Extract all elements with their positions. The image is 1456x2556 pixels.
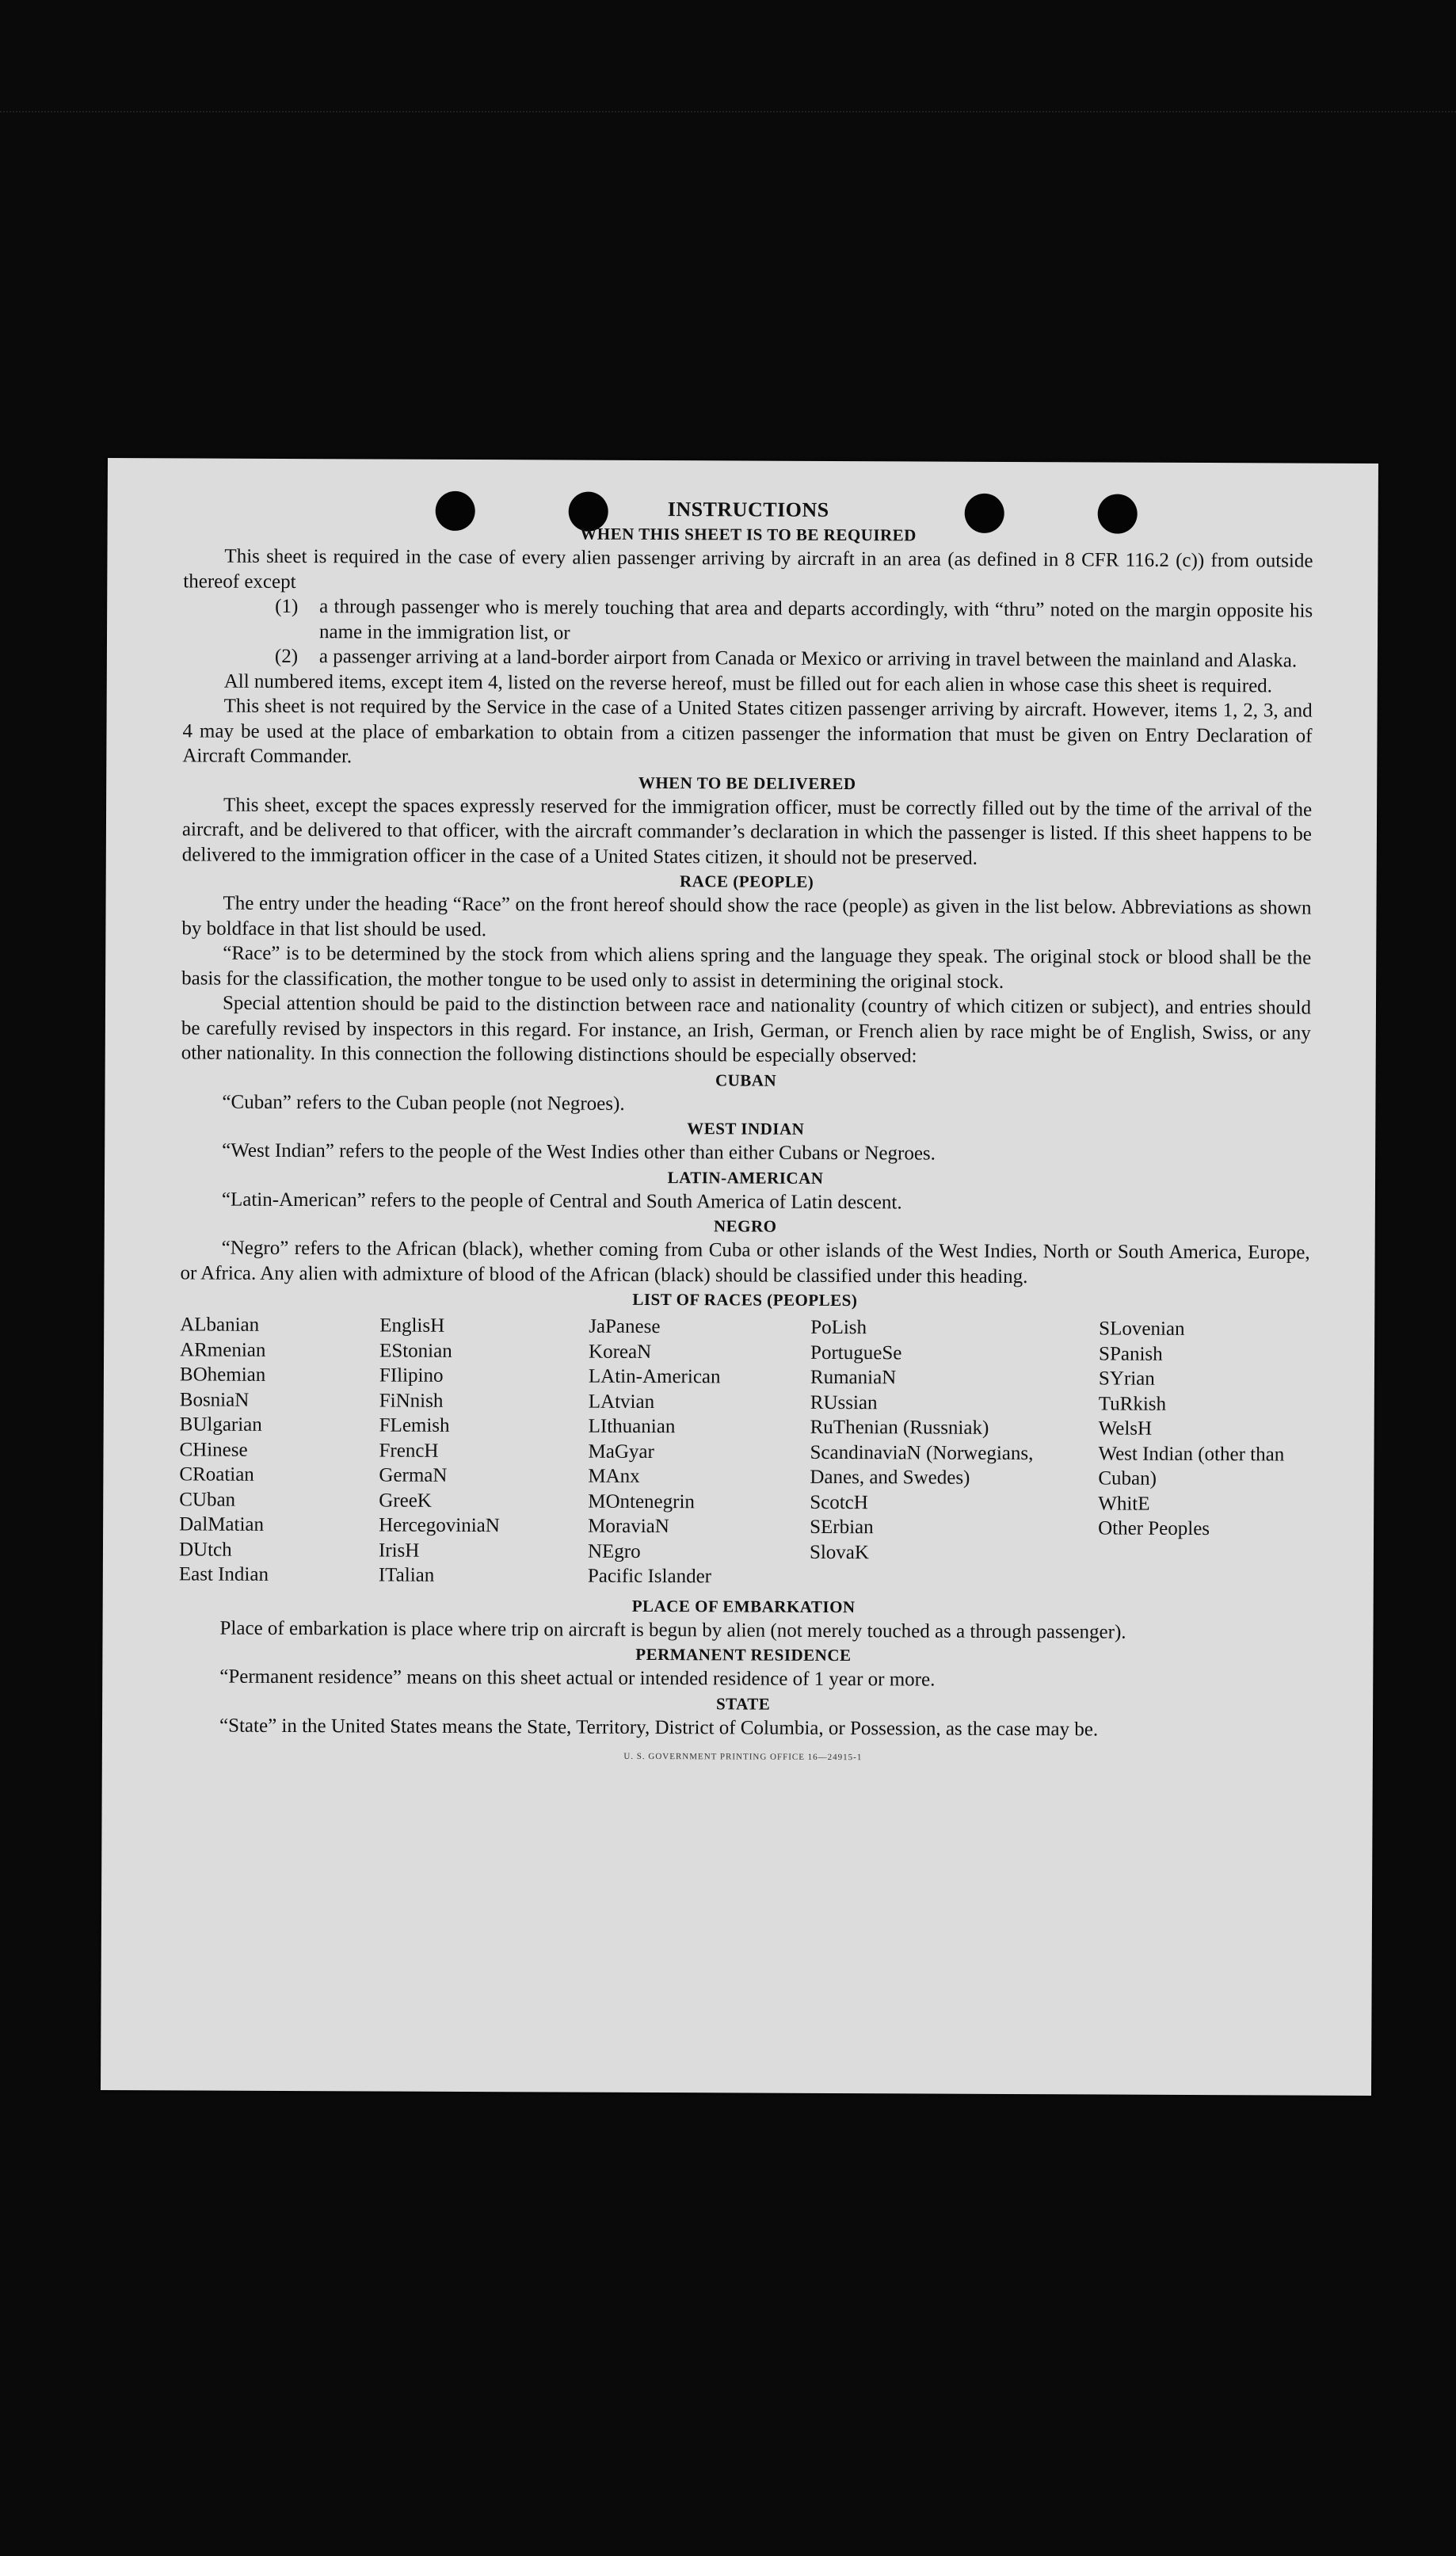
item-number: (1) bbox=[275, 595, 299, 618]
races-column bbox=[1098, 1316, 1310, 1592]
section-heading-residence: PERMANENT RESIDENCE bbox=[635, 1644, 852, 1665]
race-entry: WhitE bbox=[1098, 1492, 1150, 1515]
document-sheet bbox=[101, 458, 1378, 2096]
race-entry: MAnx bbox=[588, 1465, 640, 1487]
race-entry: PoLish bbox=[810, 1316, 867, 1339]
section-heading-cuban: CUBAN bbox=[715, 1070, 777, 1090]
section-heading-races-list: LIST OF RACES (PEOPLES) bbox=[632, 1289, 858, 1310]
item-text: a passenger arriving at a land-border airport from Canada or Mexico or arriving in travel between the mainland and Alaska. bbox=[318, 646, 1298, 672]
section-heading-negro: NEGRO bbox=[713, 1216, 777, 1236]
document-title: INSTRUCTIONS bbox=[667, 498, 829, 521]
race-entry: ITalian bbox=[378, 1564, 435, 1586]
race-entry: KoreaN bbox=[589, 1341, 652, 1363]
race-entry: RumaniaN bbox=[810, 1366, 897, 1389]
race-entry: ALbanian bbox=[180, 1314, 260, 1336]
race-entry: EStonian bbox=[379, 1340, 452, 1362]
races-column bbox=[810, 1315, 1100, 1591]
race-entry: FiNnish bbox=[379, 1390, 444, 1412]
paragraph-race-1: The entry under the heading “Race” on the front hereof should show the race (people) as given in the list below. Abbreviations as shown by boldface in that list should be used. bbox=[181, 892, 1312, 940]
paragraph-latin-american: “Latin-American” refers to the people of Central and South America of Latin descent. bbox=[221, 1188, 902, 1213]
race-entry: TuRkish bbox=[1098, 1392, 1167, 1415]
race-entry: FIlipino bbox=[379, 1364, 444, 1387]
race-entry: Pacific Islander bbox=[587, 1565, 712, 1588]
race-entry: MoraviaN bbox=[588, 1515, 669, 1538]
race-entry: BOhemian bbox=[179, 1364, 266, 1386]
race-entry: SPanish bbox=[1099, 1342, 1163, 1365]
paragraph-when-required-intro: This sheet is required in the case of every alien passenger arriving by aircraft in an area (as defined in 8 CFR 116.2 (c)) from outside thereof except bbox=[183, 545, 1313, 593]
scan-artifact bbox=[0, 111, 1456, 124]
races-column bbox=[379, 1314, 589, 1589]
printing-office-imprint: U. S. GOVERNMENT PRINTING OFFICE 16—24915-1 bbox=[623, 1751, 863, 1763]
paragraph-numbered-items: All numbered items, except item 4, listed on the reverse hereof, must be filled out for each alien in whose case this sheet is required. bbox=[223, 670, 1273, 696]
paragraph-west-indian: “West Indian” refers to the people of the West Indies other than either Cubans or Negroes. bbox=[222, 1139, 936, 1165]
race-entry: PortugueSe bbox=[810, 1341, 902, 1364]
item-text: a through passenger who is merely touching that area and departs accordingly, with “thru” noted on the margin opposite his name in the immigration list, or bbox=[318, 596, 1313, 644]
document-body bbox=[178, 494, 1313, 1772]
race-entry: Other Peoples bbox=[1098, 1517, 1210, 1540]
race-entry: CHinese bbox=[179, 1438, 248, 1461]
paragraph-cuban: “Cuban” refers to the Cuban people (not Negroes). bbox=[222, 1091, 625, 1115]
race-entry: BosniaN bbox=[179, 1388, 250, 1411]
section-heading-west-indian: WEST INDIAN bbox=[687, 1119, 805, 1139]
race-entry: ScandinaviaN (Norwegians, Danes, and Swedes) bbox=[810, 1441, 1034, 1489]
race-entry: SlovaK bbox=[809, 1541, 870, 1563]
race-entry: DalMatian bbox=[179, 1513, 265, 1536]
section-heading-state: STATE bbox=[715, 1693, 771, 1714]
race-entry: JaPanese bbox=[589, 1315, 661, 1338]
race-entry: East Indian bbox=[178, 1563, 269, 1585]
race-entry: FrencH bbox=[379, 1440, 439, 1462]
race-entry: RUssian bbox=[810, 1391, 878, 1413]
races-column bbox=[179, 1312, 380, 1588]
race-entry: WelsH bbox=[1098, 1417, 1153, 1440]
race-entry: RuThenian (Russniak) bbox=[810, 1416, 989, 1439]
section-heading-when-required: WHEN THIS SHEET IS TO BE REQUIRED bbox=[580, 524, 917, 545]
paragraph-state: “State” in the United States means the State, Territory, District of Columbia, or Possession, as the case may be. bbox=[219, 1715, 1099, 1740]
paragraph-negro: “Negro” refers to the African (black), whether coming from Cuba or other islands of the West Indies, North or South America, Europe, or Africa. Any alien with admixture of blood of the African (black) should be classified under this heading. bbox=[180, 1237, 1310, 1288]
paragraph-race-2: “Race” is to be determined by the stock from which aliens spring and the language they speak. The original stock or blood shall be the basis for the classification, the mother tongue to be used only to assist in determining the original stock. bbox=[181, 942, 1312, 993]
section-heading-when-delivered: WHEN TO BE DELIVERED bbox=[638, 773, 856, 793]
item-number: (2) bbox=[274, 645, 299, 668]
race-entry: MOntenegrin bbox=[588, 1490, 696, 1513]
races-column bbox=[588, 1314, 811, 1590]
race-entry: ScotcH bbox=[810, 1491, 868, 1513]
race-entry: LAtvian bbox=[588, 1391, 655, 1413]
section-heading-latin-american: LATIN-AMERICAN bbox=[667, 1167, 824, 1188]
race-entry: IrisH bbox=[378, 1539, 420, 1562]
paragraph-race-3: Special attention should be paid to the distinction between race and nationality (country of which citizen or subject), and entries should be carefully revised by inspectors in this regard. For instance, an Irish, German, or French alien by race might be of English, Swiss, or any other nationality. In this connection the following distinctions should be especially observed: bbox=[181, 992, 1312, 1067]
race-entry: MaGyar bbox=[588, 1440, 654, 1463]
race-entry: CUban bbox=[179, 1488, 236, 1511]
paragraph-when-delivered: This sheet, except the spaces expressly reserved for the immigration officer, must be correctly filled out by the time of the arrival of the aircraft, and be delivered to that officer, with the aircraft commander’s declaration in which the passenger is listed. If this sheet happens to be delivered to the immigration officer in the case of a United States citizen, it should not be preserved. bbox=[181, 794, 1313, 869]
section-heading-embarkation: PLACE OF EMBARKATION bbox=[631, 1596, 856, 1616]
race-entry: CRoatian bbox=[179, 1463, 254, 1486]
race-entry: DUtch bbox=[178, 1538, 232, 1561]
race-entry: BUlgarian bbox=[179, 1413, 262, 1436]
race-entry: SErbian bbox=[810, 1516, 874, 1539]
race-entry: EnglisH bbox=[379, 1314, 445, 1337]
race-entry: NEgro bbox=[587, 1540, 641, 1562]
race-entry: ARmenian bbox=[180, 1338, 266, 1361]
race-entry: LAtin-American bbox=[588, 1365, 721, 1388]
paragraph-embarkation: Place of embarkation is place where trip on aircraft is begun by alien (not merely touched as a through passenger). bbox=[219, 1617, 1126, 1643]
race-entry: SLovenian bbox=[1099, 1318, 1185, 1340]
race-entry: LIthuanian bbox=[588, 1415, 676, 1438]
race-entry: FLemish bbox=[379, 1414, 450, 1436]
paragraph-citizen-passenger: This sheet is not required by the Service in the case of a United States citizen passenger arriving by aircraft. However, items 1, 2, 3, and 4 may be used at the place of embarkation to obtain from a citizen passenger the information that must be given on Entry Declaration of Aircraft Commander. bbox=[182, 695, 1313, 768]
race-entry: GermaN bbox=[379, 1464, 448, 1486]
race-entry: West Indian (other than Cuban) bbox=[1098, 1442, 1285, 1490]
race-entry: GreeK bbox=[379, 1490, 432, 1512]
numbered-item bbox=[275, 644, 1313, 673]
numbered-item bbox=[275, 594, 1313, 649]
paragraph-residence: “Permanent residence” means on this sheet actual or intended residence of 1 year or more. bbox=[219, 1665, 936, 1691]
race-entry: SYrian bbox=[1098, 1368, 1155, 1390]
section-heading-race: RACE (PEOPLE) bbox=[679, 872, 814, 891]
race-entry: HercegoviniaN bbox=[379, 1514, 500, 1537]
races-list bbox=[179, 1312, 1309, 1592]
